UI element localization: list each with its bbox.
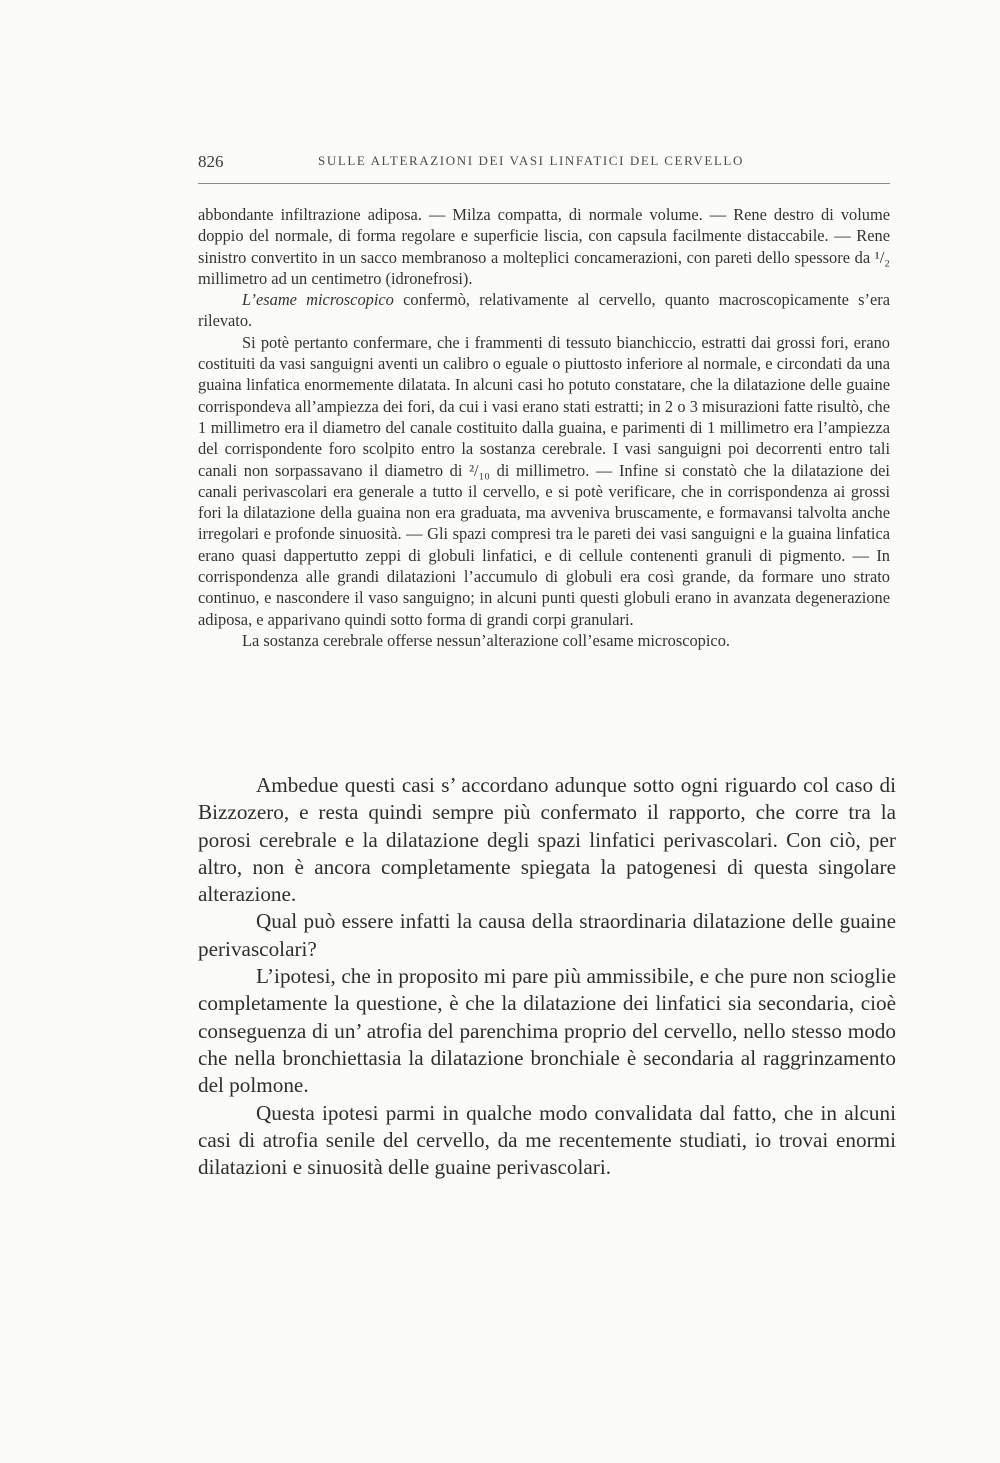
paragraph: Ambedue questi casi s’ accordano adunque sotto ogni riguardo col caso di Bizzozero, e resta quindi sempre più confermato il rapporto, che corre tra la porosi cerebrale e la dilatazione degli spazi linfatici perivascolari. Con ciò, per altro, non è ancora completamente spiegata la patogenesi di questa singolare alterazione. — [198, 773, 896, 907]
page-header — [198, 152, 890, 176]
italic-phrase: L’esame microscopico — [242, 290, 394, 310]
running-title: SULLE ALTERAZIONI DEI VASI LINFATICI DEL CERVELLO — [318, 153, 744, 168]
paragraph: Qual può essere infatti la causa della straordinaria dilatazione delle guaine perivascolari? — [198, 909, 896, 961]
header-rule — [198, 183, 890, 184]
paragraph — [198, 289, 890, 332]
paragraph: L’ipotesi, che in proposito mi pare più ammissibile, e che pure non scioglie completamente la questione, è che la dilatazione dei linfatici sia secondaria, cioè conseguenza di un’ atrofia del parenchima proprio del cervello, nello stesso modo che nella bronchiettasia la dilatazione bronchiale è secondaria al raggrinzamento del polmone. — [198, 964, 896, 1098]
paragraph: Questa ipotesi parmi in qualche modo convalidata dal fatto, che in alcuni casi di atrofia senile del cervello, da me recentemente studiati, io trovai enormi dilatazioni e sinuosità delle guaine perivascolari. — [198, 1100, 896, 1180]
paragraph: Si potè pertanto confermare, che i frammenti di tessuto bianchiccio, estratti dai grossi fori, erano costituiti da vasi sanguigni aventi un calibro o eguale o piuttosto inferiore al normale, e circondati da una guaina linfatica enormemente dilatata. In alcuni casi ho potuto constatare, che la dilatazione delle guaine corrispondeva all’ampiezza dei fori, da cui i vasi erano stati estratti; in 2 o 3 misurazioni fatte risultò, che 1 millimetro era il diametro del canale costituito dalla guaina, e parimenti di 1 millimetro era l’ampiezza del corrispondente foro scolpito entro la sostanza cerebrale. I vasi sanguigni poi decorrenti entro tali canali non sorpassavano il diametro di ²/₁₀ di millimetro. — Infine si constatò che la dilatazione dei canali perivascolari era generale a tutto il cervello, e si potè verificare, che in corrispondenza ai grossi fori la dilatazione della guaina non era graduata, ma avveniva bruscamente, e formavansi talvolta anche irregolari e profonde sinuosità. — Gli spazi compresi tra le pareti dei vasi sanguigni e la guaina linfatica erano quasi dappertutto zeppi di globuli linfatici, e di cellule contenenti granuli di pigmento. — In corrispondenza alle grandi dilatazioni l’accumulo di globuli era così grande, da formare uno strato continuo, e nascondere il vaso sanguigno; in alcuni punti questi globuli erano in avanzata degenerazione adiposa, e apparivano quindi sotto forma di grandi corpi granulari. — [198, 332, 890, 629]
small-print-section — [198, 204, 890, 651]
paragraph: La sostanza cerebrale offerse nessun’alterazione coll’esame microscopico. — [242, 630, 730, 650]
main-text-section — [198, 772, 896, 1181]
paragraph: abbondante infiltrazione adiposa. — Milza compatta, di normale volume. — Rene destro di volume doppio del normale, di forma regolare e superficie liscia, con capsula facilmente distaccabile. — Rene sinistro convertito in un sacco membranoso a molteplici concamerazioni, con pareti dello spessore da ¹/₂ millimetro ad un centimetro (idronefrosi). — [198, 205, 890, 288]
paragraph-text: confermò, relativamente al cervello, quanto macroscopicamente s’era rilevato. — [198, 290, 890, 331]
page-number: 826 — [198, 152, 224, 171]
